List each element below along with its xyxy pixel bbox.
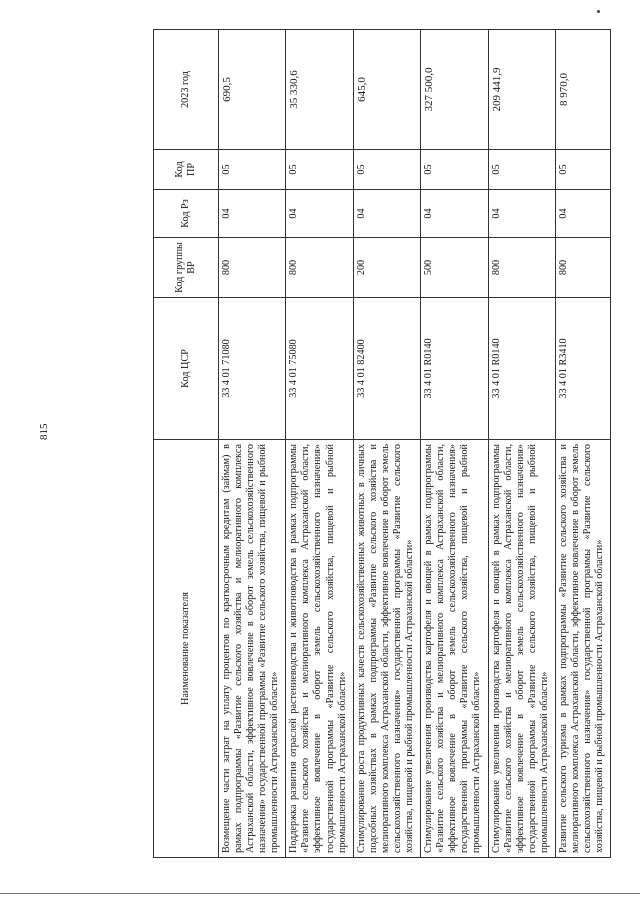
page-number: 815 [38, 423, 50, 440]
row-pr: 05 [556, 150, 611, 190]
row-csr: 33 4 01 82400 [353, 298, 420, 440]
row-csr: 33 4 01 R3410 [556, 298, 611, 440]
row-vr: 800 [286, 238, 353, 298]
row-pr: 05 [421, 150, 488, 190]
row-name: Стимулирование увеличения производства картофеля и овощей в рамках подпрограммы «Развитие сельского хозяйства и мелиоративного комплекса Астраханской области, эффективное вовлечение в оборот земель сельскохозяйственного назначения» государственной программы «Развитие сельского хозяйства, пищевой и рыбной промышленности Астраханской области» [421, 440, 488, 858]
row-vr: 200 [353, 238, 420, 298]
row-vr: 800 [556, 238, 611, 298]
row-vr: 800 [488, 238, 555, 298]
row-name: Стимулирование роста продуктивных качеств сельскохозяйственных животных в личных подсобных хозяйствах в рамках подпрограммы «Развитие сельского хозяйства и мелиоративного комплекса Астраханской области, эффективное вовлечение в оборот земель сельскохозяйственного назначения» государственной программы «Развитие сельского хозяйства, пищевой и рыбной промышленности Астраханской области» [353, 440, 420, 858]
row-pr: 05 [488, 150, 555, 190]
row-pr: 05 [353, 150, 420, 190]
row-amount: 327 500,0 [421, 30, 488, 150]
scan-bottom-rule [0, 893, 640, 894]
budget-table [153, 29, 611, 858]
row-name: Поддержка развития отраслей растениеводства и животноводства в рамках подпрограммы «Развитие сельского хозяйства и мелиоративного комплекса Астраханской области, эффективное вовлечение в оборот земель сельскохозяйственного назначения» государственной программы «Развитие сельского хозяйства, пищевой и рыбной промышленности Астраханской области» [286, 440, 353, 858]
row-rz: 04 [421, 190, 488, 238]
row-amount: 8 970,0 [556, 30, 611, 150]
row-rz: 04 [488, 190, 555, 238]
row-csr: 33 4 01 R0140 [488, 298, 555, 440]
row-amount: 35 330,6 [286, 30, 353, 150]
table-row [488, 30, 555, 858]
row-vr: 500 [421, 238, 488, 298]
row-pr: 05 [219, 150, 286, 190]
rotated-table-container [153, 30, 611, 858]
row-rz: 04 [556, 190, 611, 238]
row-name: Стимулирование увеличения производства картофеля и овощей в рамках подпрограммы «Развитие сельского хозяйства и мелиоративного комплекса Астраханской области, эффективное вовлечение в оборот земель сельскохозяйственного назначения» государственной программы «Развитие сельского хозяйства, пищевой и рыбной промышленности Астраханской области» [488, 440, 555, 858]
table-header-row [154, 30, 219, 858]
row-csr: 33 4 01 75080 [286, 298, 353, 440]
header-rz: Код Рз [154, 190, 219, 238]
table-row [353, 30, 420, 858]
row-amount: 690,5 [219, 30, 286, 150]
header-pr: Код ПР [154, 150, 219, 190]
row-amount: 645,0 [353, 30, 420, 150]
header-vr: Код группы ВР [154, 238, 219, 298]
row-csr: 33 4 01 R0140 [421, 298, 488, 440]
table-row [286, 30, 353, 858]
row-pr: 05 [286, 150, 353, 190]
scan-speck [597, 10, 600, 13]
row-csr: 33 4 01 71080 [219, 298, 286, 440]
header-name: Наименование показателя [154, 440, 219, 858]
row-name: Развитие сельского туризма в рамках подпрограммы «Развитие сельского хозяйства и мелиоративного комплекса Астраханской области, эффективное вовлечение в оборот земель сельскохозяйственного назначения» государственной программы «Развитие сельского хозяйства, пищевой и рыбной промышленности Астраханской области» [556, 440, 611, 858]
row-rz: 04 [219, 190, 286, 238]
header-year: 2023 год [154, 30, 219, 150]
row-amount: 209 441,9 [488, 30, 555, 150]
table-row [421, 30, 488, 858]
row-name: Возмещение части затрат на уплату процентов по краткосрочным кредитам (займам) в рамках подпрограммы «Развитие сельского хозяйства и мелиоративного комплекса Астраханской области, эффективное вовлечение в оборот земель сельскохозяйственного назначения» государственной программы «Развитие сельского хозяйства, пищевой и рыбной промышленности Астраханской области» [219, 440, 286, 858]
row-rz: 04 [286, 190, 353, 238]
row-vr: 800 [219, 238, 286, 298]
header-csr: Код ЦСР [154, 298, 219, 440]
row-rz: 04 [353, 190, 420, 238]
table-row [556, 30, 611, 858]
table-row [219, 30, 286, 858]
